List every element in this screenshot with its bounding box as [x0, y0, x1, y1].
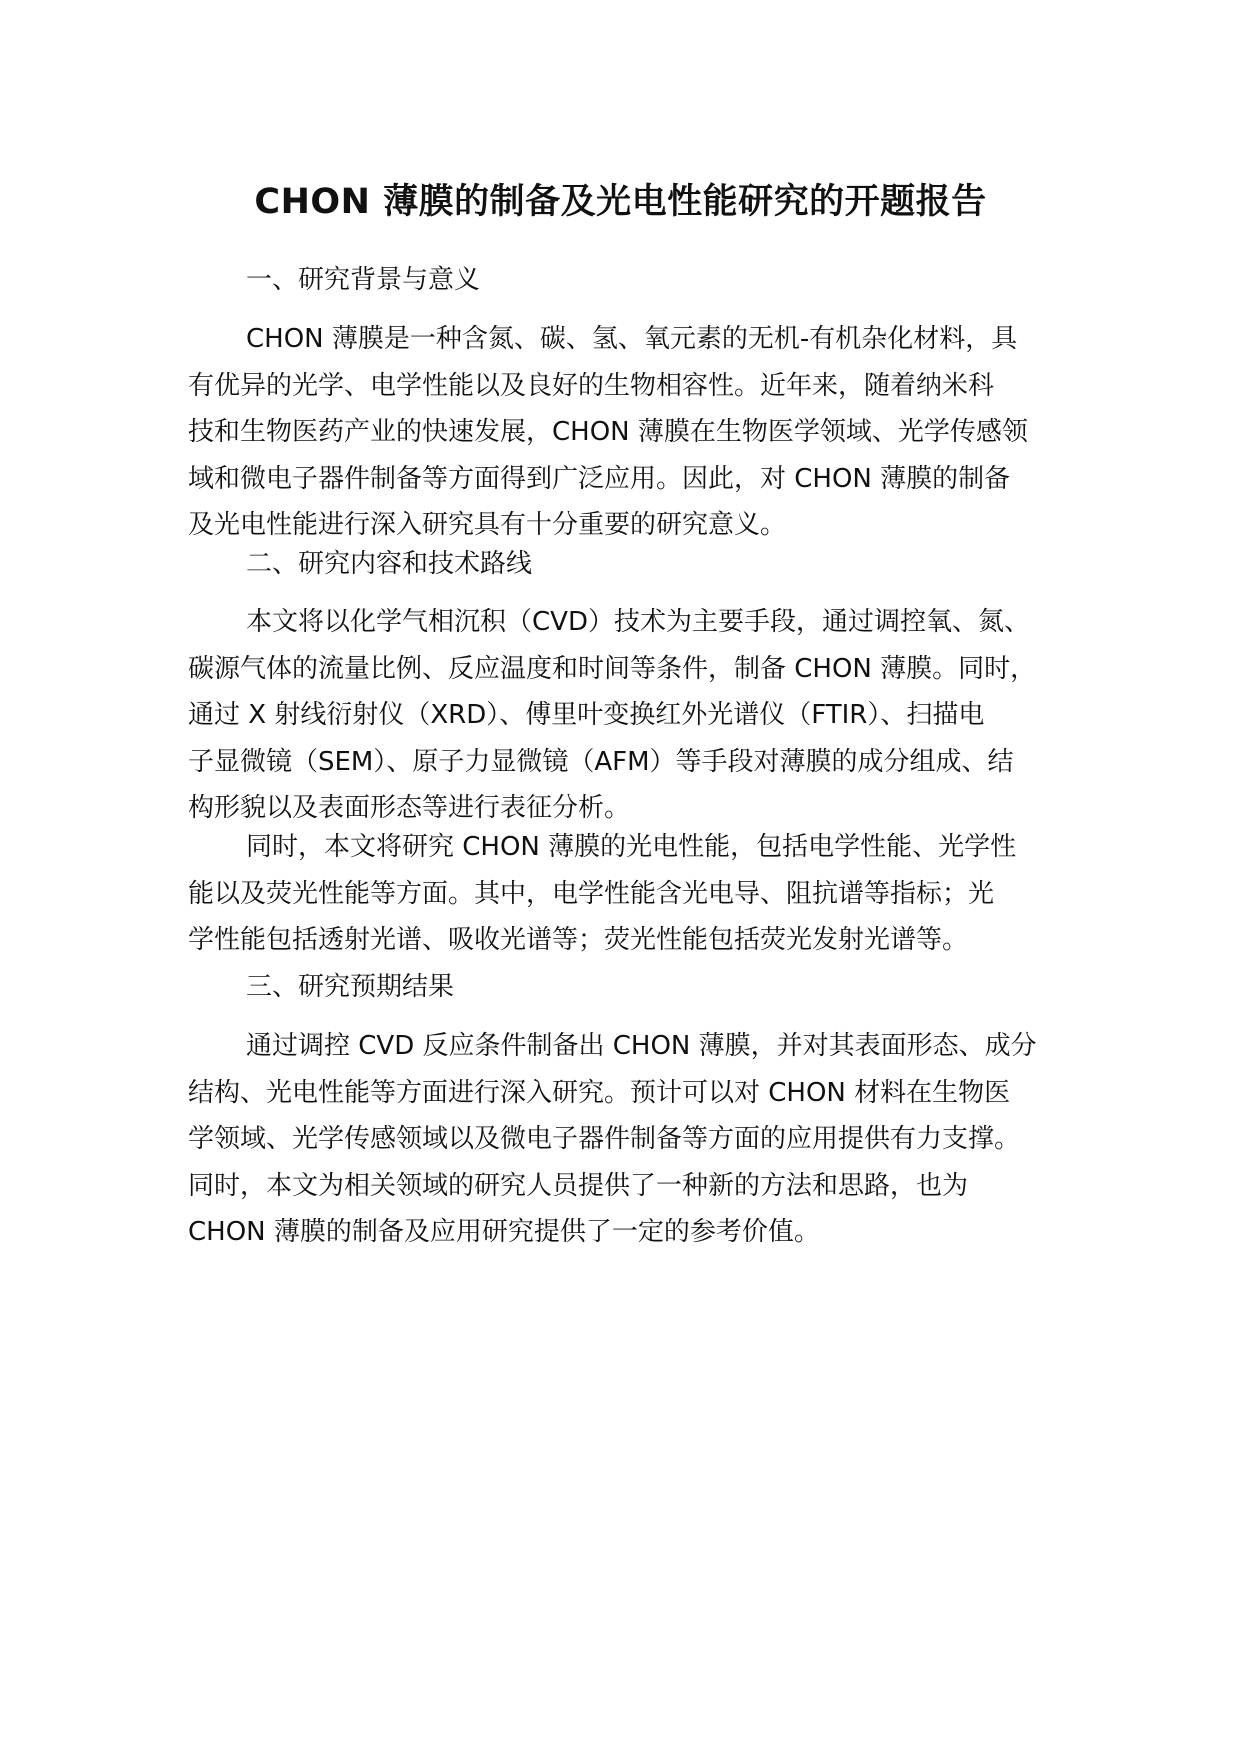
- section-heading: 二、研究内容和技术路线: [246, 549, 533, 579]
- section-heading-content: [188, 541, 1088, 588]
- paragraph-line: 通过 X 射线衍射仪（XRD）、傅里叶变换红外光谱仪（FTIR）、扫描电: [188, 700, 985, 730]
- paragraph-line: 本文将以化学气相沉积（CVD）技术为主要手段，通过调控氧、氮、: [246, 607, 1030, 637]
- document-title: CHON 薄膜的制备及光电性能研究的开题报告: [254, 182, 987, 222]
- paragraph-line: 通过调控 CVD 反应条件制备出 CHON 薄膜，并对其表面形态、成分: [246, 1031, 1037, 1061]
- paragraph-content-method: [188, 599, 1088, 832]
- paragraph-line: 学领域、光学传感领域以及微电子器件制备等方面的应用提供有力支撑。: [188, 1124, 1021, 1154]
- paragraph-background: [188, 316, 1088, 549]
- paragraph-content-properties: [188, 824, 1088, 964]
- paragraph-line: 碳源气体的流量比例、反应温度和时间等条件，制备 CHON 薄膜。同时，: [188, 653, 1037, 684]
- section-heading: 一、研究背景与意义: [246, 265, 481, 295]
- section-heading-results: [188, 964, 1088, 1011]
- paragraph-line: 结构、光电性能等方面进行深入研究。预计可以对 CHON 材料在生物医: [188, 1077, 1011, 1108]
- paragraph-line: 同时，本文为相关领域的研究人员提供了一种新的方法和思路，也为: [188, 1170, 969, 1201]
- section-heading-background: [188, 257, 1088, 304]
- paragraph-line: 同时，本文将研究 CHON 薄膜的光电性能，包括电学性能、光学性: [246, 832, 1017, 862]
- paragraph-line: 有优异的光学、电学性能以及良好的生物相容性。近年来，随着纳米科: [188, 370, 995, 401]
- paragraph-line: CHON 薄膜的制备及应用研究提供了一定的参考价值。: [188, 1217, 820, 1247]
- paragraph-line: 及光电性能进行深入研究具有十分重要的研究意义。: [188, 510, 787, 540]
- paragraph-line: CHON 薄膜是一种含氮、碳、氢、氧元素的无机-有机杂化材料，具: [246, 324, 1018, 354]
- paragraph-line: 学性能包括透射光谱、吸收光谱等；荧光性能包括荧光发射光谱等。: [188, 925, 969, 955]
- paragraph-results: [188, 1023, 1088, 1256]
- paragraph-line: 技和生物医药产业的快速发展，CHON 薄膜在生物医学领域、光学传感领: [188, 417, 1028, 447]
- paragraph-line: 子显微镜（SEM）、原子力显微镜（AFM）等手段对薄膜的成分组成、结: [188, 746, 1014, 777]
- paragraph-line: 能以及荧光性能等方面。其中，电学性能含光电导、阻抗谱等指标；光: [188, 878, 995, 909]
- paragraph-line: 域和微电子器件制备等方面得到广泛应用。因此，对 CHON 薄膜的制备: [188, 463, 1011, 494]
- paragraph-line: 构形貌以及表面形态等进行表征分析。: [188, 793, 631, 823]
- section-heading: 三、研究预期结果: [246, 972, 455, 1002]
